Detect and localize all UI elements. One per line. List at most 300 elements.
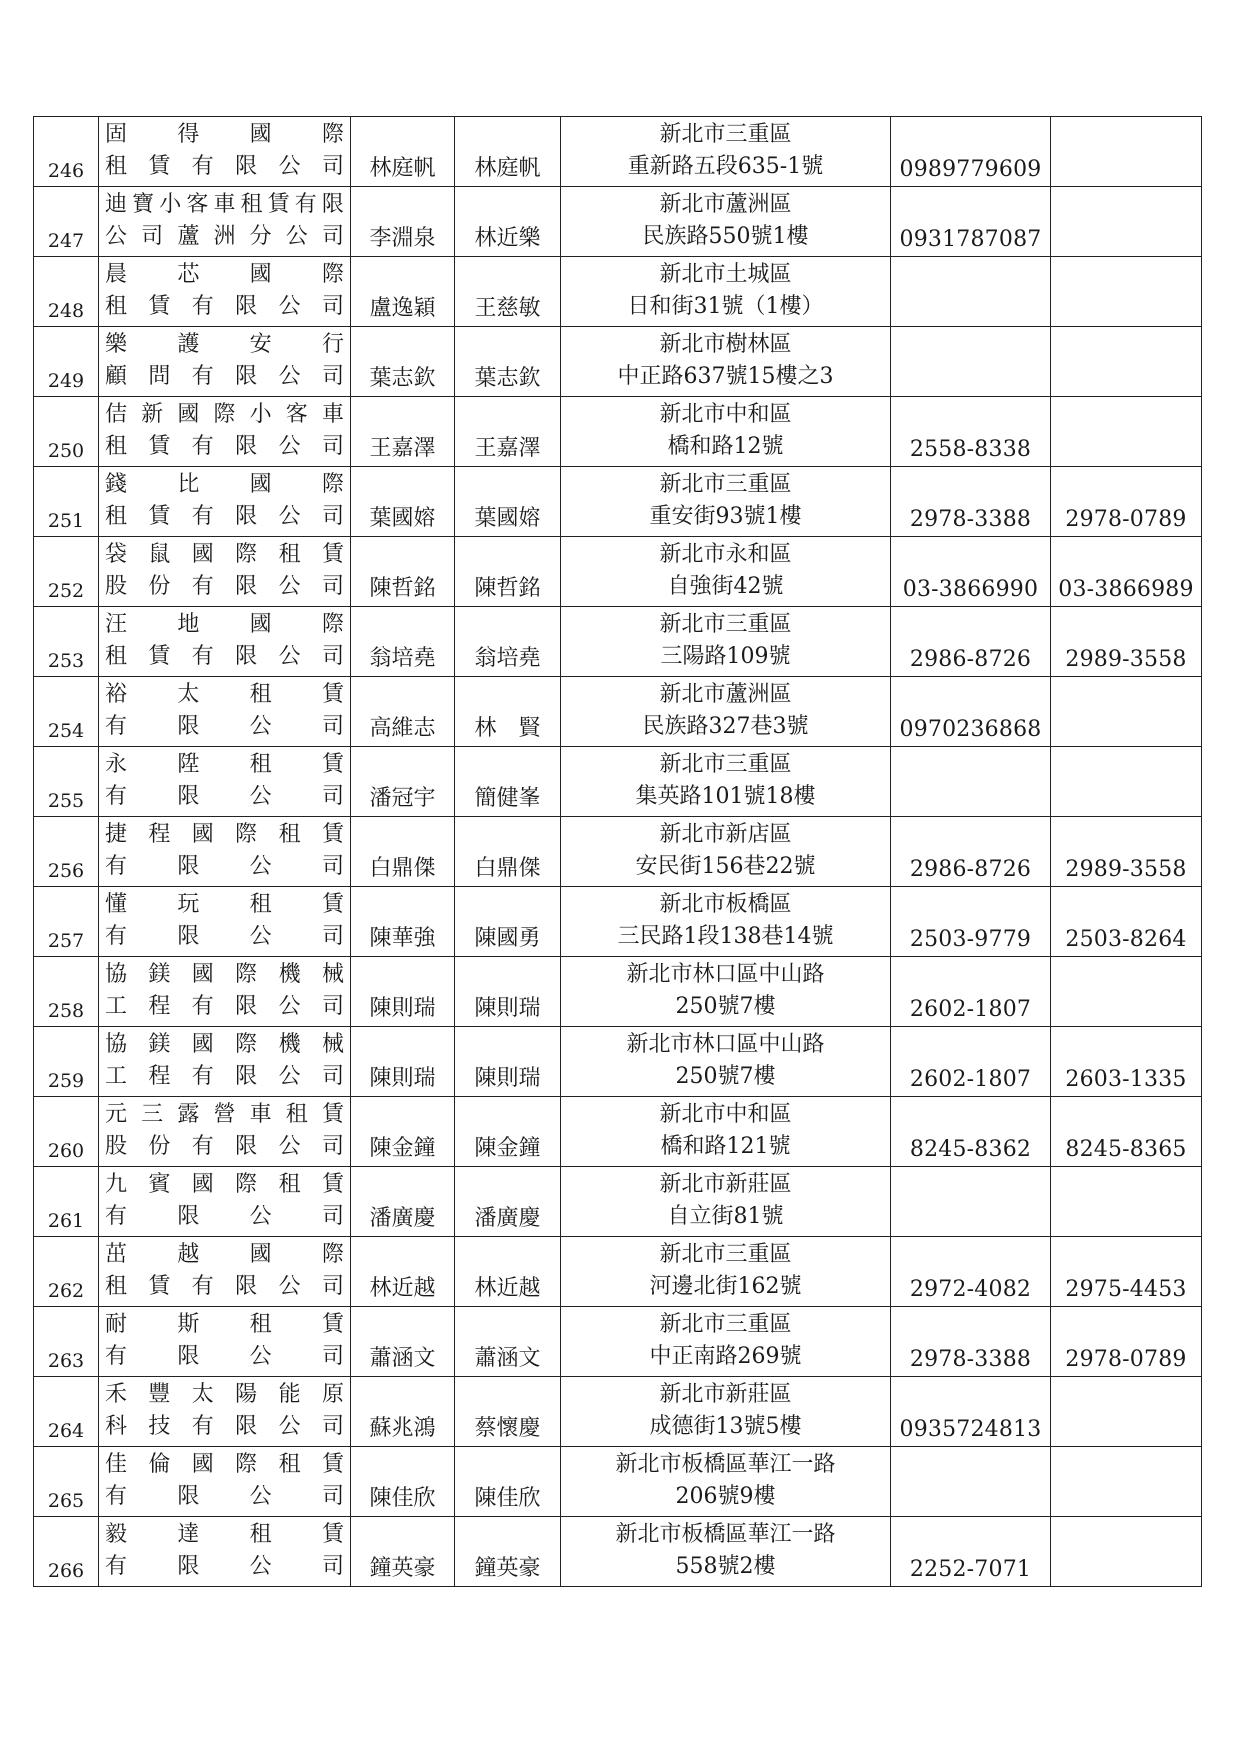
manager: 陳國勇	[455, 887, 561, 957]
company-name-line	[105, 1239, 344, 1271]
representative: 翁培堯	[351, 607, 455, 677]
address-line: 新北市三重區	[659, 1242, 792, 1267]
representative: 陳哲銘	[351, 537, 455, 607]
address	[561, 257, 891, 327]
company-name-char: 司	[321, 364, 344, 389]
company-name-char: 司	[321, 434, 344, 459]
company-name-char: 九	[105, 1172, 128, 1197]
table-row	[34, 677, 1202, 747]
company-name-char: 茁	[105, 1242, 128, 1267]
phone-number: 2972-4082	[891, 1237, 1051, 1307]
company-name-line	[105, 1379, 344, 1411]
company-name-char: 司	[321, 924, 344, 949]
representative: 陳則瑞	[351, 1027, 455, 1097]
company-name-char: 程	[148, 1064, 171, 1089]
row-number: 252	[34, 537, 99, 607]
table-row	[34, 1517, 1202, 1587]
address-line: 新北市新莊區	[659, 1172, 792, 1197]
table-row	[34, 397, 1202, 467]
company-name-char: 租	[278, 1172, 301, 1197]
company-name-char: 司	[321, 854, 344, 879]
company-name-char: 有	[105, 1554, 128, 1579]
company-name-char: 司	[321, 504, 344, 529]
phone-number: 03-3866990	[891, 537, 1051, 607]
phone-number: 2986-8726	[891, 607, 1051, 677]
company-name-line	[105, 1551, 344, 1583]
representative: 林庭帆	[351, 117, 455, 187]
company-name-line	[105, 189, 344, 221]
company-name-char: 有	[105, 1204, 128, 1229]
table-row	[34, 1097, 1202, 1167]
row-number: 254	[34, 677, 99, 747]
address	[561, 187, 891, 257]
company-name-char: 鼠	[148, 542, 171, 567]
address-line: 新北市中和區	[659, 1102, 792, 1127]
company-name-char: 公	[278, 1134, 301, 1159]
manager: 林近樂	[455, 187, 561, 257]
representative: 陳佳欣	[351, 1447, 455, 1517]
company-name-char: 公	[249, 714, 272, 739]
manager: 葉志欽	[455, 327, 561, 397]
manager: 林 賢	[455, 677, 561, 747]
address-line: 河邊北街162號	[649, 1274, 802, 1299]
company-name-char: 越	[177, 1242, 200, 1267]
phone-number: 2602-1807	[891, 957, 1051, 1027]
company-name-line	[105, 1481, 344, 1513]
phone-number: 0931787087	[891, 187, 1051, 257]
company-name-char: 顧	[105, 364, 128, 389]
fax-number: 2989-3558	[1051, 607, 1202, 677]
row-number: 256	[34, 817, 99, 887]
company-name-char: 迪	[105, 192, 128, 217]
company-name-char: 限	[235, 1134, 258, 1159]
company-name-line	[105, 749, 344, 781]
company-name-char: 比	[177, 472, 200, 497]
company-name-char: 租	[105, 154, 128, 179]
company-name-char: 國	[191, 1452, 214, 1477]
company-name-char: 裕	[105, 682, 128, 707]
company-name-char: 國	[249, 612, 272, 637]
company-name-char: 公	[249, 1204, 272, 1229]
company-name-char: 賃	[321, 892, 344, 917]
address	[561, 1307, 891, 1377]
address-line: 新北市三重區	[659, 752, 792, 777]
row-number: 253	[34, 607, 99, 677]
company-name-char: 有	[105, 1484, 128, 1509]
representative: 盧逸穎	[351, 257, 455, 327]
company-name-char: 際	[321, 612, 344, 637]
phone-number	[891, 327, 1051, 397]
address	[561, 1167, 891, 1237]
address-line: 新北市板橋區	[659, 892, 792, 917]
company-name-char: 租	[105, 434, 128, 459]
company-name-char: 有	[105, 854, 128, 879]
company-name-line	[105, 1309, 344, 1341]
company-name-char: 國	[191, 1032, 214, 1057]
company-name-char: 際	[321, 472, 344, 497]
table-row	[34, 257, 1202, 327]
company-name-char: 司	[321, 1414, 344, 1439]
company-name-char: 寶	[132, 192, 155, 217]
company-name-char: 玩	[177, 892, 200, 917]
company-name-char: 限	[235, 434, 258, 459]
address-line: 新北市三重區	[659, 122, 792, 147]
company-name	[99, 817, 351, 887]
company-name-char: 能	[278, 1382, 301, 1407]
company-name-char: 行	[321, 332, 344, 357]
address-line: 橋和路12號	[667, 434, 784, 459]
company-name-line	[105, 221, 344, 253]
company-name-char: 毅	[105, 1522, 128, 1547]
company-name-char: 份	[148, 1134, 171, 1159]
company-name-char: 有	[105, 1344, 128, 1369]
company-name	[99, 677, 351, 747]
company-name-char: 限	[235, 574, 258, 599]
representative: 潘冠宇	[351, 747, 455, 817]
address-line: 集英路101號18樓	[635, 784, 816, 809]
company-name	[99, 1027, 351, 1097]
address	[561, 747, 891, 817]
company-name-char: 際	[321, 262, 344, 287]
company-name-line	[105, 1341, 344, 1373]
address-line: 新北市板橋區華江一路	[615, 1452, 836, 1477]
company-name-char: 國	[177, 402, 200, 427]
address-line: 自強街42號	[667, 574, 784, 599]
company-name-char: 客	[186, 192, 209, 217]
company-name-char: 問	[148, 364, 171, 389]
company-name-char: 捷	[105, 822, 128, 847]
company-name-char: 租	[278, 542, 301, 567]
company-name	[99, 1377, 351, 1447]
company-name-char: 限	[177, 714, 200, 739]
company-name-char: 達	[177, 1522, 200, 1547]
company-name-line	[105, 119, 344, 151]
address-line: 新北市板橋區華江一路	[615, 1522, 836, 1547]
company-name-char: 露	[177, 1102, 200, 1127]
company-name-char: 有	[105, 714, 128, 739]
company-name-char: 械	[321, 1032, 344, 1057]
company-name-char: 公	[278, 434, 301, 459]
company-name-char: 賃	[321, 752, 344, 777]
company-name-line	[105, 1131, 344, 1163]
company-name-char: 租	[249, 1312, 272, 1337]
address-line: 新北市三重區	[659, 612, 792, 637]
representative: 白鼎傑	[351, 817, 455, 887]
row-number: 257	[34, 887, 99, 957]
company-name-char: 限	[177, 924, 200, 949]
company-name-char: 賃	[321, 1452, 344, 1477]
company-name-char: 械	[321, 962, 344, 987]
company-name-char: 限	[235, 994, 258, 1019]
company-name-line	[105, 431, 344, 463]
company-name-char: 國	[249, 122, 272, 147]
company-name-char: 租	[240, 192, 263, 217]
company-name-char: 太	[177, 682, 200, 707]
manager: 翁培堯	[455, 607, 561, 677]
representative: 王嘉澤	[351, 397, 455, 467]
row-number: 250	[34, 397, 99, 467]
phone-number: 2503-9779	[891, 887, 1051, 957]
company-name-char: 際	[235, 1452, 258, 1477]
address-line: 250號7樓	[675, 1064, 776, 1089]
company-name-line	[105, 991, 344, 1023]
manager: 陳佳欣	[455, 1447, 561, 1517]
fax-number	[1051, 1447, 1202, 1517]
table-row	[34, 957, 1202, 1027]
company-name-char: 有	[105, 784, 128, 809]
company-name-char: 際	[235, 542, 258, 567]
address	[561, 1447, 891, 1517]
company-name-line	[105, 1271, 344, 1303]
company-name-char: 司	[321, 1344, 344, 1369]
table-row	[34, 1377, 1202, 1447]
company-name-char: 公	[249, 1484, 272, 1509]
company-name-char: 有	[191, 364, 214, 389]
company-name-char: 國	[249, 262, 272, 287]
address	[561, 537, 891, 607]
fax-number	[1051, 1517, 1202, 1587]
manager: 王嘉澤	[455, 397, 561, 467]
company-name-char: 司	[321, 574, 344, 599]
company-name-char: 技	[148, 1414, 171, 1439]
row-number: 262	[34, 1237, 99, 1307]
company-name-char: 公	[249, 1554, 272, 1579]
company-name	[99, 1307, 351, 1377]
address-line: 民族路327巷3號	[642, 714, 809, 739]
company-name-line	[105, 399, 344, 431]
phone-number	[891, 1167, 1051, 1237]
representative: 李淵泉	[351, 187, 455, 257]
company-name-char: 際	[321, 1242, 344, 1267]
company-name-char: 司	[321, 1484, 344, 1509]
phone-number: 0970236868	[891, 677, 1051, 747]
company-name-line	[105, 1061, 344, 1093]
table-row	[34, 117, 1202, 187]
representative: 葉志欽	[351, 327, 455, 397]
company-name-char: 國	[191, 1172, 214, 1197]
address	[561, 1377, 891, 1447]
company-name-char: 賓	[148, 1172, 171, 1197]
address-line: 新北市新莊區	[659, 1382, 792, 1407]
company-name-char: 限	[177, 1204, 200, 1229]
company-name-char: 司	[321, 644, 344, 669]
company-name-char: 賃	[321, 1312, 344, 1337]
row-number: 264	[34, 1377, 99, 1447]
manager: 蕭涵文	[455, 1307, 561, 1377]
company-name-char: 程	[148, 822, 171, 847]
table-row	[34, 817, 1202, 887]
row-number: 266	[34, 1517, 99, 1587]
fax-number	[1051, 1167, 1202, 1237]
address	[561, 1237, 891, 1307]
phone-number	[891, 257, 1051, 327]
company-name-line	[105, 571, 344, 603]
company-name-char: 國	[191, 822, 214, 847]
company-name-char: 賃	[321, 542, 344, 567]
table-row	[34, 1237, 1202, 1307]
fax-number: 2503-8264	[1051, 887, 1202, 957]
fax-number: 8245-8365	[1051, 1097, 1202, 1167]
row-number: 263	[34, 1307, 99, 1377]
address-line: 新北市林口區中山路	[626, 962, 825, 987]
table-row	[34, 747, 1202, 817]
company-name-char: 限	[177, 854, 200, 879]
manager: 陳哲銘	[455, 537, 561, 607]
table-row	[34, 1167, 1202, 1237]
company-name	[99, 747, 351, 817]
company-name-char: 有	[191, 1274, 214, 1299]
fax-number	[1051, 117, 1202, 187]
row-number: 259	[34, 1027, 99, 1097]
address-line: 民族路550號1樓	[642, 224, 809, 249]
table-body	[34, 117, 1202, 1587]
manager: 林近越	[455, 1237, 561, 1307]
company-name-char: 三	[141, 1102, 164, 1127]
company-name-line	[105, 851, 344, 883]
company-name-char: 公	[278, 574, 301, 599]
company-name-char: 分	[249, 224, 272, 249]
company-name-line	[105, 711, 344, 743]
company-name-char: 租	[105, 504, 128, 529]
address-line: 新北市土城區	[659, 262, 792, 287]
company-name-line	[105, 291, 344, 323]
company-name-char: 協	[105, 962, 128, 987]
company-name-line	[105, 469, 344, 501]
company-name-line	[105, 1099, 344, 1131]
company-name-char: 公	[278, 364, 301, 389]
company-name-char: 公	[249, 854, 272, 879]
company-name-char: 國	[249, 1242, 272, 1267]
company-name-char: 營	[213, 1102, 236, 1127]
manager: 葉國嫆	[455, 467, 561, 537]
company-name-char: 限	[235, 1274, 258, 1299]
company-name-char: 賃	[321, 1102, 344, 1127]
company-name-char: 有	[191, 504, 214, 529]
manager: 陳金鐘	[455, 1097, 561, 1167]
company-name-char: 地	[177, 612, 200, 637]
phone-number: 2602-1807	[891, 1027, 1051, 1097]
manager: 鐘英豪	[455, 1517, 561, 1587]
company-name-char: 限	[235, 294, 258, 319]
address	[561, 1517, 891, 1587]
representative: 葉國嫆	[351, 467, 455, 537]
manager: 陳則瑞	[455, 1027, 561, 1097]
company-name-char: 永	[105, 752, 128, 777]
company-name-line	[105, 819, 344, 851]
company-name-line	[105, 1519, 344, 1551]
company-name-char: 限	[235, 154, 258, 179]
company-name-char: 司	[321, 1554, 344, 1579]
company-name-char: 賃	[148, 1274, 171, 1299]
company-name-char: 鎂	[148, 1032, 171, 1057]
company-name-char: 租	[105, 1274, 128, 1299]
table-row	[34, 187, 1202, 257]
company-name-char: 際	[235, 822, 258, 847]
company-name-char: 限	[177, 1344, 200, 1369]
address-line: 558號2樓	[675, 1554, 776, 1579]
company-name-char: 公	[278, 1414, 301, 1439]
company-name-char: 小	[249, 402, 272, 427]
representative: 高維志	[351, 677, 455, 747]
fax-number	[1051, 397, 1202, 467]
company-name-char: 有	[191, 1414, 214, 1439]
manager: 簡健峯	[455, 747, 561, 817]
phone-number: 2986-8726	[891, 817, 1051, 887]
table-row	[34, 537, 1202, 607]
address-line: 成德街13號5樓	[649, 1414, 802, 1439]
company-name-line	[105, 539, 344, 571]
table-row	[34, 607, 1202, 677]
company-name-char: 際	[235, 962, 258, 987]
phone-number: 2978-3388	[891, 467, 1051, 537]
company-name-char: 公	[278, 504, 301, 529]
company-name-char: 公	[249, 1344, 272, 1369]
company-name-line	[105, 1169, 344, 1201]
manager: 白鼎傑	[455, 817, 561, 887]
company-name-char: 禾	[105, 1382, 128, 1407]
company-name-char: 原	[321, 1382, 344, 1407]
fax-number: 2989-3558	[1051, 817, 1202, 887]
company-name-char: 賃	[148, 294, 171, 319]
row-number: 261	[34, 1167, 99, 1237]
company-name-char: 有	[191, 644, 214, 669]
company-name-char: 際	[213, 402, 236, 427]
company-name-char: 有	[191, 294, 214, 319]
fax-number	[1051, 327, 1202, 397]
manager: 陳則瑞	[455, 957, 561, 1027]
company-name-char: 車	[249, 1102, 272, 1127]
company-name-char: 斯	[177, 1312, 200, 1337]
company-name-char: 公	[278, 1274, 301, 1299]
company-name-char: 司	[321, 1064, 344, 1089]
company-name-char: 科	[105, 1414, 128, 1439]
company-name-char: 限	[235, 644, 258, 669]
table-row	[34, 1307, 1202, 1377]
company-name-char: 限	[177, 784, 200, 809]
company-name-line	[105, 889, 344, 921]
row-number: 251	[34, 467, 99, 537]
company-name-char: 租	[285, 1102, 308, 1127]
address-line: 安民街156巷22號	[635, 854, 816, 879]
company-name-char: 司	[321, 294, 344, 319]
company-name-char: 際	[235, 1172, 258, 1197]
row-number: 246	[34, 117, 99, 187]
phone-number: 2252-7071	[891, 1517, 1051, 1587]
company-name-char: 限	[235, 1064, 258, 1089]
company-name-char: 有	[105, 924, 128, 949]
company-name-char: 租	[249, 752, 272, 777]
address	[561, 957, 891, 1027]
company-name-char: 樂	[105, 332, 128, 357]
company-name-char: 賃	[321, 822, 344, 847]
company-name-char: 豐	[148, 1382, 171, 1407]
company-name-char: 車	[321, 402, 344, 427]
company-name-line	[105, 1201, 344, 1233]
company-name	[99, 327, 351, 397]
company-name-line	[105, 1029, 344, 1061]
company-name-char: 賃	[148, 504, 171, 529]
company-name-char: 公	[278, 644, 301, 669]
company-name-char: 份	[148, 574, 171, 599]
company-name	[99, 467, 351, 537]
company-name-char: 國	[191, 962, 214, 987]
company-name-char: 太	[191, 1382, 214, 1407]
company-name-char: 租	[278, 822, 301, 847]
company-name-char: 有	[191, 574, 214, 599]
fax-number: 2978-0789	[1051, 467, 1202, 537]
fax-number	[1051, 957, 1202, 1027]
company-name-char: 司	[321, 224, 344, 249]
